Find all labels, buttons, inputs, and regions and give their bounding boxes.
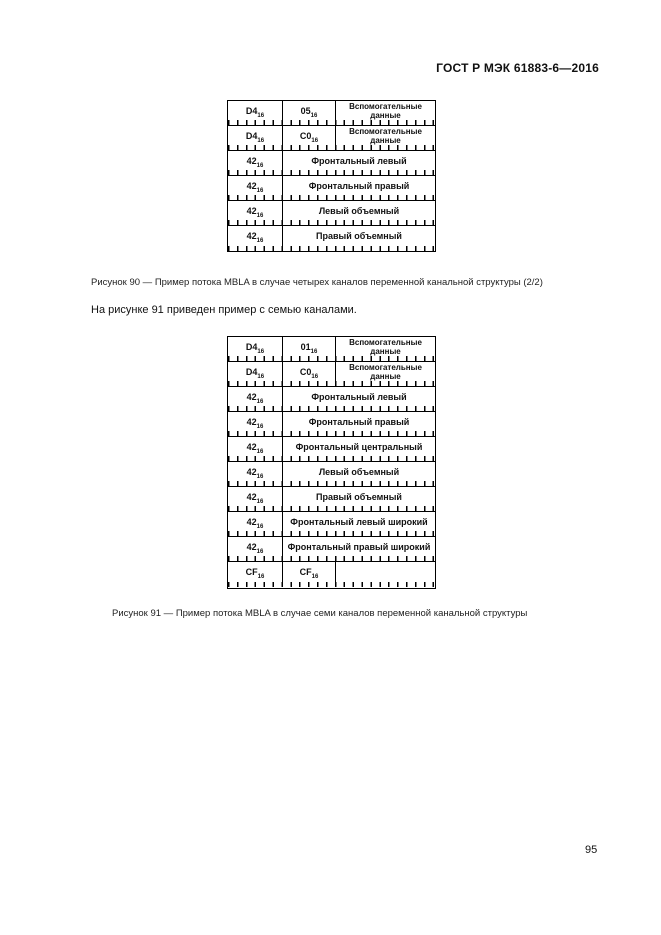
figure-row — [228, 412, 435, 437]
header-cell: $05_{16}$ — [283, 101, 336, 125]
body-paragraph: На рисунке 91 приведен пример с семью каналами. — [91, 304, 357, 316]
figure-row — [228, 337, 435, 362]
figure-row — [228, 512, 435, 537]
figure-row — [228, 437, 435, 462]
label-cell: $42_{16}$ — [228, 437, 283, 461]
figure-row — [228, 201, 435, 226]
channel-cell: Фронтальный левый — [311, 156, 407, 166]
channel-cell: Правый объемный — [316, 492, 402, 502]
channel-cell: Фронтальный левый широкий — [290, 517, 428, 527]
label-cell: $CF_{16}$ — [283, 562, 336, 587]
figure-row — [228, 176, 435, 201]
figure-row — [228, 462, 435, 487]
aux-data-cell: Вспомогательные данные — [349, 363, 422, 381]
figure-row — [228, 126, 435, 151]
header-cell: $01_{16}$ — [283, 337, 336, 361]
figure-row — [228, 537, 435, 562]
channel-cell: Правый объемный — [316, 231, 402, 241]
label-cell: $42_{16}$ — [228, 201, 283, 225]
channel-cell: Фронтальный правый — [308, 417, 410, 427]
figure-row — [228, 226, 435, 251]
channel-cell: Левый объемный — [318, 467, 400, 477]
label-cell: $42_{16}$ — [228, 537, 283, 561]
figure-row — [228, 151, 435, 176]
figure-91-diagram — [227, 336, 436, 589]
label-cell: $42_{16}$ — [228, 487, 283, 511]
channel-cell: Фронтальный левый — [311, 392, 407, 402]
label-cell: $42_{16}$ — [228, 387, 283, 411]
label-cell: $42_{16}$ — [228, 512, 283, 536]
figure-90-diagram — [227, 100, 436, 252]
empty-cell — [336, 562, 435, 587]
label-cell: $42_{16}$ — [228, 226, 283, 251]
label-cell: $42_{16}$ — [228, 176, 283, 200]
figure-91-caption: Рисунок 91 — Пример потока MBLA в случае семи каналов переменной канальной структуры — [112, 608, 528, 619]
label-cell: $CF_{16}$ — [228, 562, 283, 587]
channel-cell: Фронтальный правый — [308, 181, 410, 191]
channel-cell: Фронтальный центральный — [295, 442, 423, 452]
header-cell: $C0_{16}$ — [283, 126, 336, 150]
figure-row — [228, 101, 435, 126]
label-cell: $42_{16}$ — [228, 412, 283, 436]
header-cell: $D4_{16}$ — [228, 337, 283, 361]
channel-cell: Левый объемный — [318, 206, 400, 216]
figure-row — [228, 362, 435, 387]
figure-90-caption: Рисунок 90 — Пример потока MBLA в случае четырех каналов переменной канальной структуры (2/2) — [91, 277, 543, 288]
aux-data-cell: Вспомогательные данные — [349, 338, 422, 356]
aux-data-cell: Вспомогательные данные — [349, 102, 422, 120]
label-cell: $42_{16}$ — [228, 151, 283, 175]
page-number: 95 — [585, 844, 598, 856]
document-header: ГОСТ Р МЭК 61883-6—2016 — [436, 61, 599, 75]
header-cell: $D4_{16}$ — [228, 126, 283, 150]
header-cell: $C0_{16}$ — [283, 362, 336, 386]
header-cell: $D4_{16}$ — [228, 101, 283, 125]
aux-data-cell: Вспомогательные данные — [349, 127, 422, 145]
figure-row — [228, 562, 435, 587]
channel-cell: Фронтальный правый широкий — [287, 542, 431, 552]
header-cell: $D4_{16}$ — [228, 362, 283, 386]
label-cell: $42_{16}$ — [228, 462, 283, 486]
figure-row — [228, 387, 435, 412]
figure-row — [228, 487, 435, 512]
